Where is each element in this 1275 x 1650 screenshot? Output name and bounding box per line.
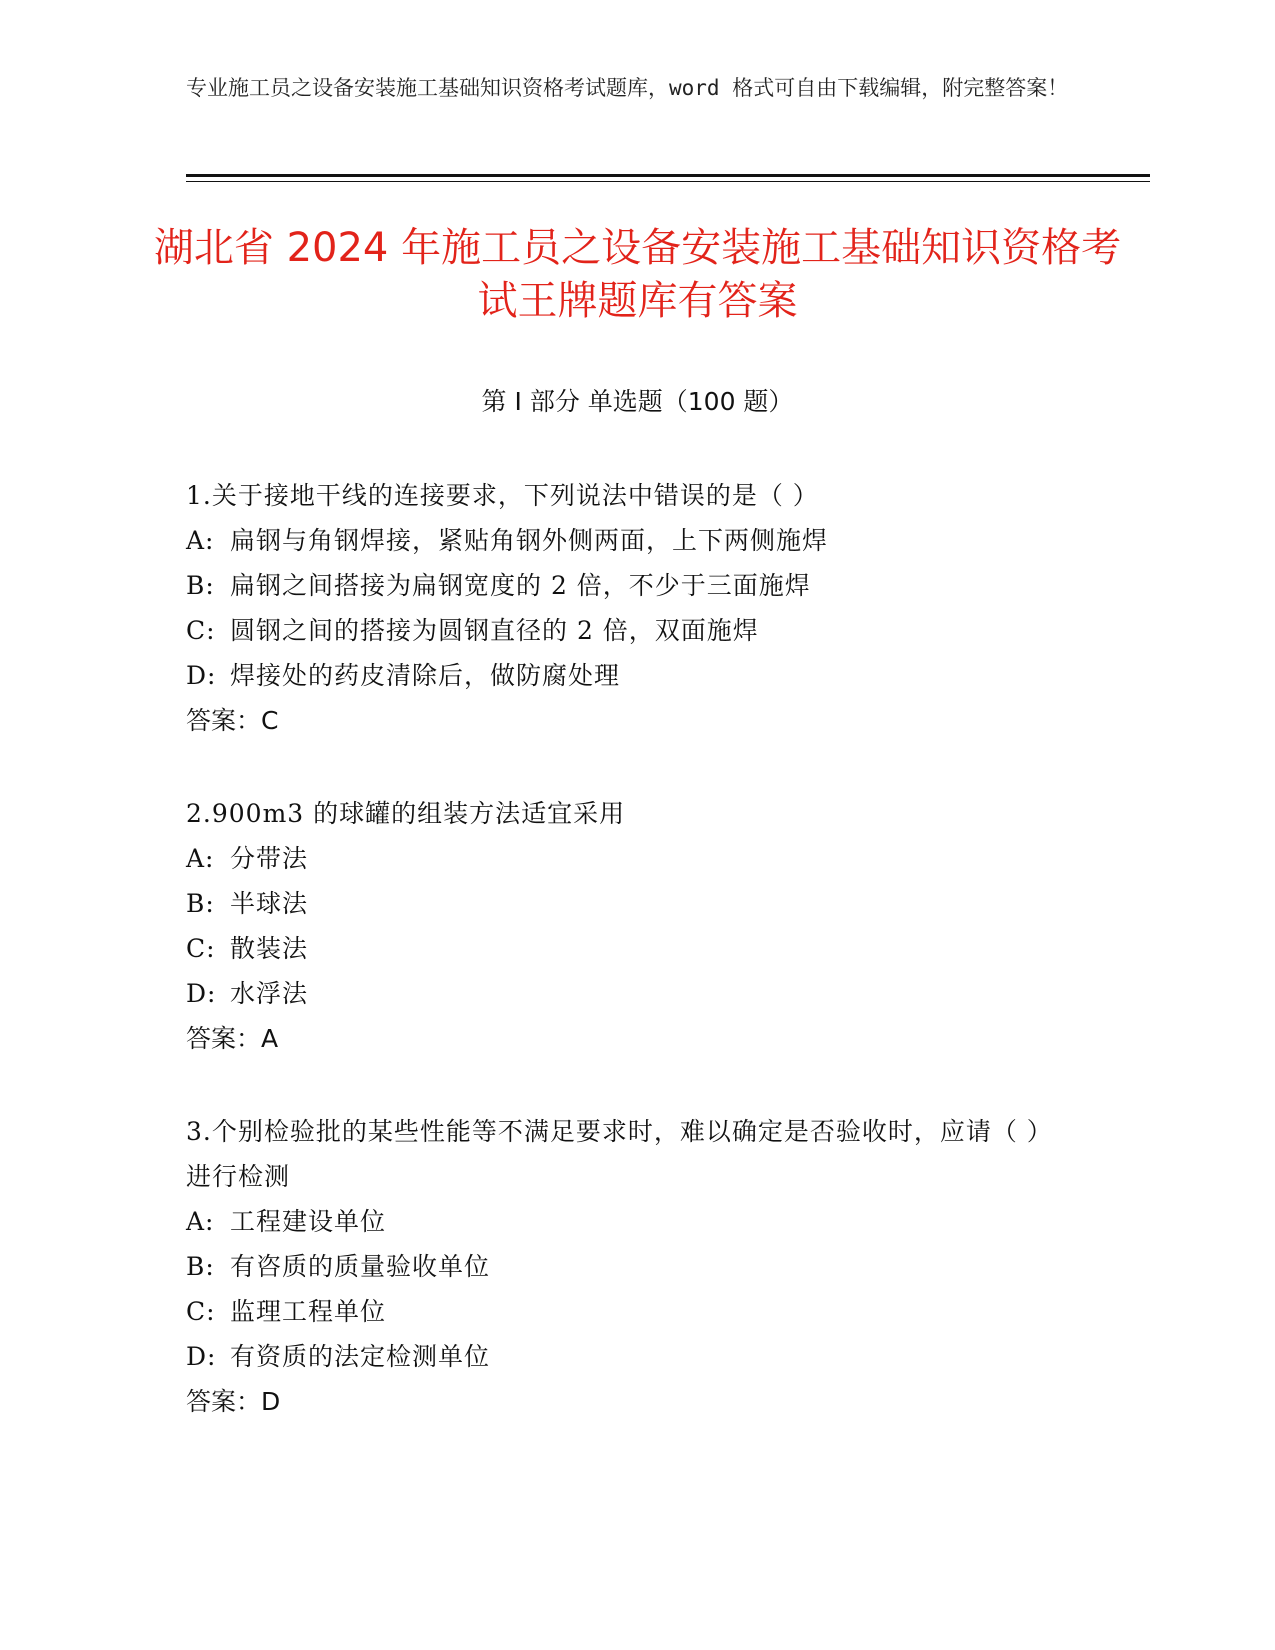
option-text: 扁钢之间搭接为扁钢宽度的 2 倍，不少于三面施焊: [230, 571, 811, 600]
option-text: 散装法: [230, 934, 309, 963]
question-2: [186, 791, 1066, 1061]
option-b: [186, 881, 1066, 926]
header-divider-thin: [186, 181, 1150, 182]
option-letter: A:: [186, 844, 215, 873]
option-text: 扁钢与角钢焊接，紧贴角钢外侧两面，上下两侧施焊: [230, 526, 829, 555]
question-3: [186, 1109, 1066, 1424]
option-letter: B:: [186, 889, 215, 918]
option-letter: B:: [186, 1252, 215, 1281]
answer-line: 答案：C: [186, 706, 279, 735]
option-letter: D:: [186, 1342, 217, 1371]
option-letter: B:: [186, 571, 215, 600]
section-title: 第 I 部分 单选题（100 题）: [481, 387, 794, 416]
option-text: 圆钢之间的搭接为圆钢直径的 2 倍，双面施焊: [230, 616, 759, 645]
option-text: 有咨质的质量验收单位: [230, 1252, 491, 1281]
option-text: 分带法: [230, 844, 309, 873]
option-c: [186, 608, 1066, 653]
option-text: 工程建设单位: [230, 1207, 387, 1236]
option-a: [186, 1199, 1066, 1244]
option-letter: D:: [186, 979, 217, 1008]
option-c: [186, 1289, 1066, 1334]
option-d: [186, 971, 1066, 1016]
option-letter: C:: [186, 1297, 216, 1326]
option-c: [186, 926, 1066, 971]
question-stem: 2.900m3 的球罐的组装方法适宜采用: [186, 799, 626, 828]
option-text: 水浮法: [230, 979, 309, 1008]
option-d: [186, 1334, 1066, 1379]
document-title: 湖北省 2024 年施工员之设备安装施工基础知识资格考试王牌题库有答案: [153, 225, 1122, 324]
option-b: [186, 563, 1066, 608]
option-b: [186, 1244, 1066, 1289]
option-text: 半球法: [230, 889, 309, 918]
option-d: [186, 653, 1066, 698]
question-stem: 3.个别检验批的某些性能等不满足要求时，难以确定是否验收时，应请（ ）进行检测: [186, 1117, 1053, 1191]
option-letter: A:: [186, 526, 215, 555]
option-letter: C:: [186, 934, 216, 963]
option-text: 有资质的法定检测单位: [230, 1342, 491, 1371]
question-list: [186, 473, 1066, 1472]
question-stem: 1.关于接地干线的连接要求，下列说法中错误的是（ ）: [186, 481, 819, 510]
header-divider-thick: [186, 174, 1150, 177]
header-note: 专业施工员之设备安装施工基础知识资格考试题库，word 格式可自由下载编辑，附完整答案！: [186, 76, 1069, 100]
option-letter: C:: [186, 616, 216, 645]
option-letter: D:: [186, 661, 217, 690]
answer-line: 答案：D: [186, 1387, 281, 1416]
option-text: 焊接处的药皮清除后，做防腐处理: [230, 661, 621, 690]
answer-line: 答案：A: [186, 1024, 279, 1053]
option-a: [186, 836, 1066, 881]
option-letter: A:: [186, 1207, 215, 1236]
option-text: 监理工程单位: [230, 1297, 387, 1326]
option-a: [186, 518, 1066, 563]
question-1: [186, 473, 1066, 743]
